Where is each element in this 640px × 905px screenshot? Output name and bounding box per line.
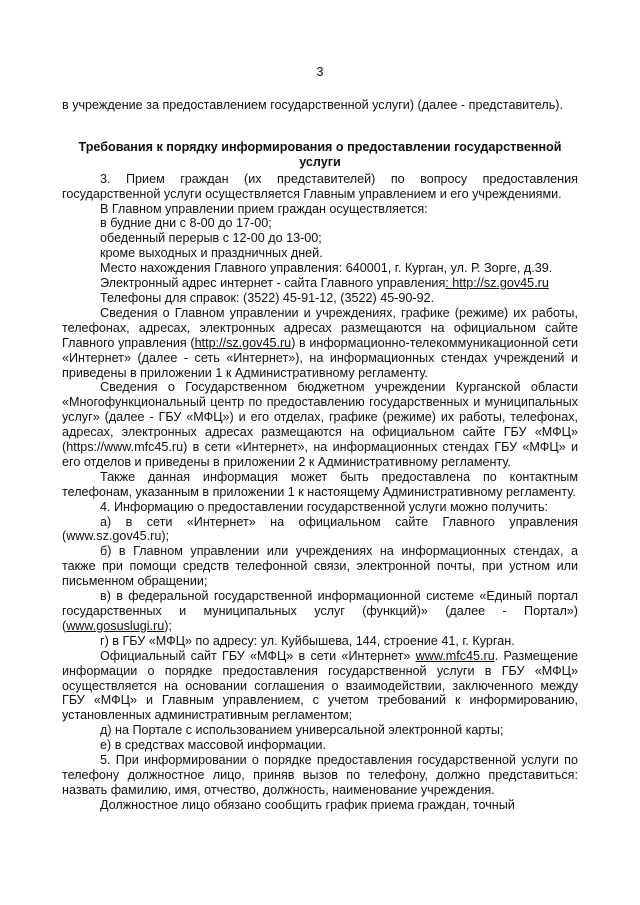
schedule-except: кроме выходных и праздничных дней.	[100, 246, 323, 261]
item-4-v-text: в) в федеральной государственной информационной системе «Единый портал государственных и муниципальных услуг (функций)» (далее - Портал») (	[62, 589, 578, 633]
item-3-text: 3. Прием граждан (их представителей) по вопросу предоставления государственной услуги осуществляется Главным управлением и его учреждениями.	[62, 171, 578, 201]
schedule-weekdays: в будние дни с 8-00 до 17-00;	[100, 216, 272, 231]
also-paragraph: Также данная информация может быть предоставлена по контактным телефонам, указанным в приложении 1 к настоящему Административному регламенту.	[62, 469, 578, 499]
website-link[interactable]: : http://sz.gov45.ru	[445, 276, 549, 291]
website-line	[62, 276, 578, 291]
item-4-v	[62, 589, 578, 634]
item-4-a: а) в сети «Интернет» на официальном сайте Главного управления (www.sz.gov45.ru);	[62, 514, 578, 544]
item-4-b: б) в Главном управлении или учреждениях на информационных стендах, а также при помощи средств телефонной связи, электронной почты, при устном или письменном обращении;	[62, 544, 578, 589]
item-4-e: е) в средствах массовой информации.	[100, 738, 326, 753]
item-5-last: Должностное лицо обязано сообщить график приема граждан, точный	[100, 797, 515, 812]
intro-line: в учреждение за предоставлением государственной услуги) (далее - представитель).	[62, 98, 563, 112]
phones: Телефоны для справок: (3522) 45-91-12, (3522) 45-90-92.	[100, 290, 435, 305]
info-link[interactable]: http://sz.gov45.ru	[194, 335, 292, 350]
website-prefix: Электронный адрес интернет - сайта Главного управления	[100, 276, 446, 291]
document-body	[62, 98, 578, 813]
mfc-site-paragraph	[62, 649, 578, 724]
item-4-g: г) в ГБУ «МФЦ» по адресу: ул. Куйбышева, 144, строение 41, г. Курган.	[100, 633, 515, 648]
section-heading: Требования к порядку информирования о предоставлении государственной услуги	[78, 139, 562, 169]
mfc-site-rest: . Размещение информации о порядке предоставления государственной услуги в ГБУ «МФЦ» осуществляется на основании соглашения о взаимодействии, заключенного между ГБУ «МФЦ» и Главным управлением, с учетом требований к информированию, установленных административным регламентом;	[62, 648, 579, 723]
mfc-site-prefix: Официальный сайт ГБУ «МФЦ» в сети «Интернет»	[100, 648, 416, 663]
item-4-intro: 4. Информацию о предоставлении государственной услуги можно получить:	[100, 499, 549, 514]
location: Место нахождения Главного управления: 640001, г. Курган, ул. Р. Зорге, д.39.	[100, 261, 553, 276]
info-after: ) в информационно-телекоммуникационной сети «Интернет» (далее - сеть «Интернет»), на информационных стендах учреждений и приведены в приложении 1 к Административному регламенту.	[62, 335, 578, 380]
gosuslugi-link[interactable]: www.gosuslugi.ru	[66, 618, 165, 633]
mfc-site-link[interactable]: www.mfc45.ru	[415, 648, 495, 663]
mfc-info-paragraph: Сведения о Государственном бюджетном учреждении Курганской области «Многофункциональный центр по предоставлению государственных и муниципальных услуг» (далее - ГБУ «МФЦ») и его отделах, графике (режиме) их работы, телефонах, адресах, электронных адресах размещаются на официальном сайте ГБУ «МФЦ» (https://www.mfc45.ru) в сети «Интернет», на информационных стендах ГБУ «МФЦ» и его отделов и приведены в приложении 2 к Административному регламенту.	[62, 380, 578, 469]
info-paragraph	[62, 306, 578, 381]
page-number: 3	[316, 65, 324, 79]
item-4-v-end: );	[164, 618, 172, 633]
item-4-d: д) на Портале с использованием универсальной электронной карты;	[100, 723, 504, 738]
schedule-intro: В Главном управлении прием граждан осуществляется:	[100, 201, 428, 216]
info-before: Сведения о Главном управлении и учреждениях, графике (режиме) их работы, телефонах, адресах, электронных адресах размещаются на официальном сайте Главного управления (	[62, 305, 578, 350]
schedule-lunch: обеденный перерыв с 12-00 до 13-00;	[100, 231, 322, 246]
item-5-text: 5. При информировании о порядке предоставления государственной услуги по телефону должностное лицо, приняв вызов по телефону, должно представиться: назвать фамилию, имя, отчество, должность, наименование учреждения.	[62, 753, 578, 797]
